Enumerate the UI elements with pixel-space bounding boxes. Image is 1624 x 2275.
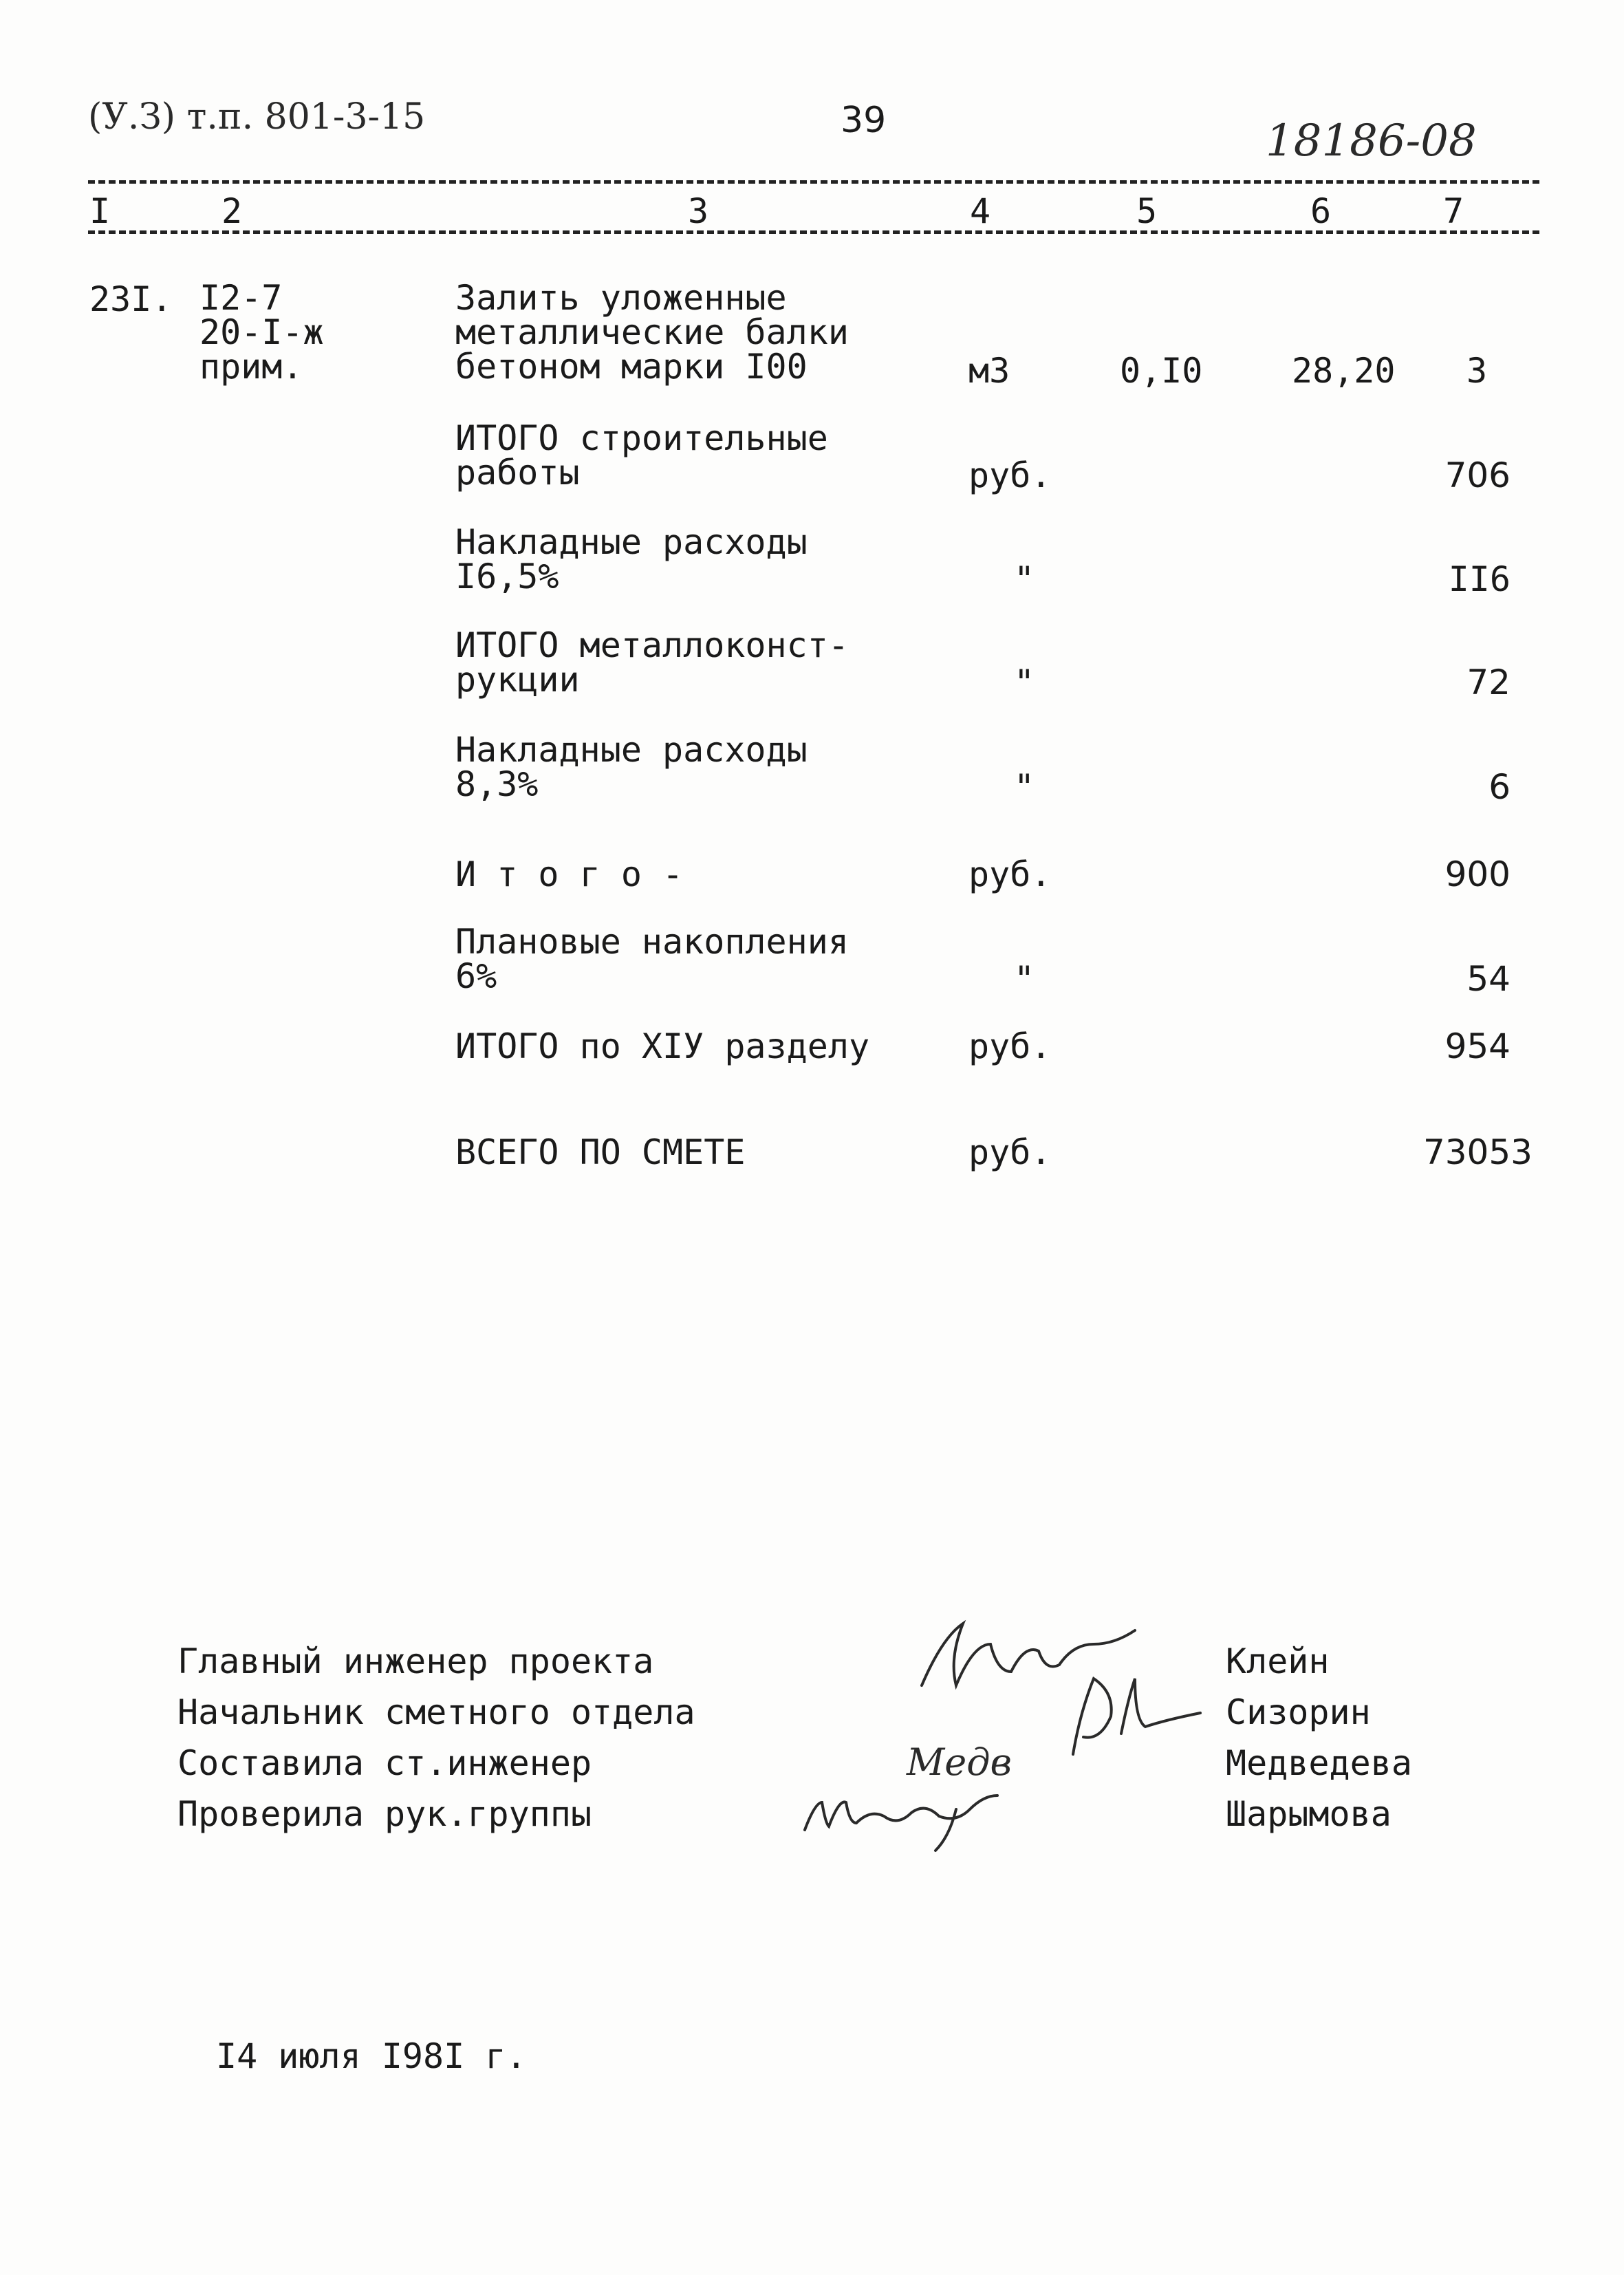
row-number: 23I. <box>89 279 173 319</box>
summary-label: Накладные расходы I6,5% <box>455 522 808 596</box>
summary-total: 72 <box>1466 662 1511 702</box>
summary-total: 54 <box>1466 959 1511 999</box>
column-1-header: I <box>89 191 111 231</box>
summary-unit: " <box>1014 767 1035 807</box>
role-estimates-head: Начальник сметного отдела <box>177 1692 695 1732</box>
divider-top <box>88 180 1539 184</box>
name-klein: Клейн <box>1226 1641 1330 1681</box>
row-unit: м3 <box>968 351 1010 391</box>
summary-label: ИТОГО по XIУ разделу <box>455 1026 870 1066</box>
row-code: I2-7 20-I-ж прим. <box>199 278 324 387</box>
name-sharymova: Шарымова <box>1226 1794 1392 1834</box>
summary-total: 954 <box>1444 1026 1511 1066</box>
signature-sizorin <box>1059 1665 1217 1768</box>
signature-sharymova <box>798 1782 1032 1857</box>
grand-total-label: ВСЕГО ПО СМЕТЕ <box>455 1132 746 1172</box>
grand-total-value: 73053 <box>1422 1132 1533 1172</box>
summary-label: Накладные расходы 8,3% <box>455 730 808 804</box>
column-6-header: 6 <box>1310 191 1332 231</box>
column-4-header: 4 <box>970 191 991 231</box>
summary-unit: " <box>1014 559 1035 599</box>
row-quantity: 0,I0 <box>1120 351 1203 391</box>
summary-label: ИТОГО металлоконст- рукции <box>455 625 849 700</box>
summary-total: 900 <box>1444 854 1511 894</box>
name-sizorin: Сизорин <box>1226 1692 1371 1732</box>
column-2-header: 2 <box>221 191 243 231</box>
row-description: Залить уложенные металлические балки бетоном марки I00 <box>455 278 849 387</box>
summary-label: И т о г о - <box>455 854 684 894</box>
row-total: 3 <box>1466 351 1488 391</box>
summary-total: 6 <box>1488 767 1511 807</box>
role-compiled-by: Составила ст.инженер <box>177 1743 592 1783</box>
row-price: 28,20 <box>1292 351 1396 391</box>
project-stamp: (У.З) т.п. 801-3-15 <box>88 96 426 138</box>
page-number: 39 <box>841 100 887 141</box>
summary-unit: руб. <box>968 1026 1052 1066</box>
column-7-header: 7 <box>1443 191 1464 231</box>
role-chief-engineer: Главный инженер проекта <box>177 1641 654 1681</box>
summary-label: ИТОГО строительные работы <box>455 418 828 493</box>
summary-unit: " <box>1014 959 1035 999</box>
grand-total-unit: руб. <box>968 1132 1052 1172</box>
divider-bottom <box>88 230 1539 234</box>
summary-label: Плановые накопления 6% <box>455 922 849 996</box>
name-medvedeva: Медведева <box>1226 1743 1412 1783</box>
summary-unit: руб. <box>968 854 1052 894</box>
summary-unit: руб. <box>968 455 1052 495</box>
role-checked-by: Проверила рук.группы <box>177 1794 592 1834</box>
document-number: 18186-08 <box>1266 116 1477 166</box>
summary-total: II6 <box>1448 559 1511 599</box>
column-5-header: 5 <box>1136 191 1158 231</box>
summary-unit: " <box>1014 662 1035 702</box>
signature-medvedeva: Медв <box>907 1740 1012 1784</box>
summary-total: 706 <box>1444 455 1511 495</box>
document-date: I4 июля I98I г. <box>216 2036 527 2076</box>
column-3-header: 3 <box>688 191 709 231</box>
